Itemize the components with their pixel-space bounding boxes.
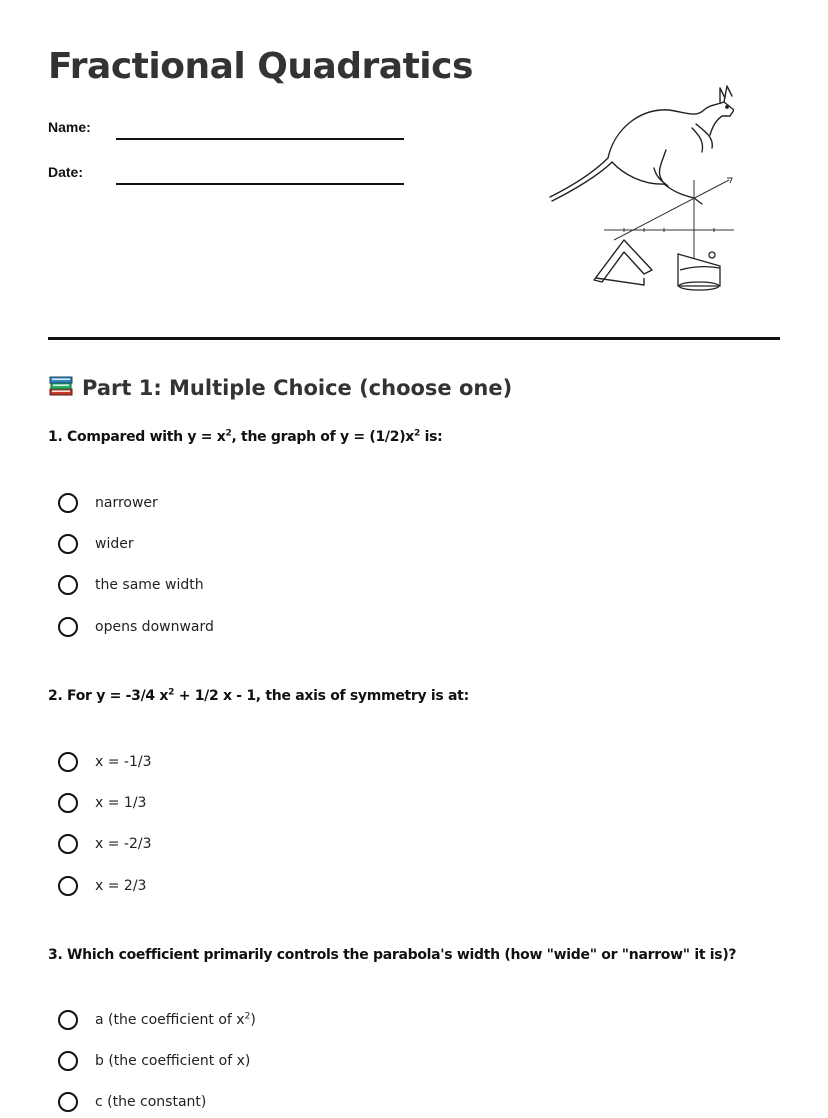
part1-heading xyxy=(48,374,512,400)
radio-button[interactable] xyxy=(58,1010,78,1030)
worksheet-title: Fractional Quadratics xyxy=(48,46,473,87)
cake-slice-icon xyxy=(678,252,720,290)
radio-button[interactable] xyxy=(58,617,78,637)
radio-button[interactable] xyxy=(58,793,78,813)
boomerang-icon xyxy=(594,240,652,285)
question-3 xyxy=(48,947,780,963)
q3-option-b[interactable]: b (the coefficient of x) xyxy=(58,1051,458,1077)
radio-button[interactable] xyxy=(58,752,78,772)
name-field[interactable] xyxy=(116,138,404,140)
q1-option-wider[interactable]: wider xyxy=(58,534,458,560)
date-label: Date: xyxy=(48,164,84,180)
question-1 xyxy=(48,429,780,445)
radio-button[interactable] xyxy=(58,834,78,854)
q2-option-two-thirds[interactable]: x = 2/3 xyxy=(58,876,458,902)
question-3-text: 3. Which coefficient primarily controls the parabola's width (how "wide" or "narrow" it is)? xyxy=(48,947,737,963)
q1-option-same-width[interactable]: the same width xyxy=(58,575,458,601)
part1-heading-text: Part 1: Multiple Choice (choose one) xyxy=(82,376,513,400)
coordinate-axes-icon xyxy=(604,178,734,258)
q1-option-opens-downward[interactable]: opens downward xyxy=(58,617,458,643)
radio-button[interactable] xyxy=(58,876,78,896)
date-field-row xyxy=(48,159,408,189)
name-label: Name: xyxy=(48,119,91,135)
q1-option-narrower[interactable]: narrower xyxy=(58,493,458,519)
question-1-text: 1. Compared with $y = x^2$, the graph of $y = (1/2)x^2$ is: xyxy=(48,428,443,445)
q3-option-c[interactable]: c (the constant) xyxy=(58,1092,458,1118)
q2-option-neg-one-third[interactable]: x = -1/3 xyxy=(58,752,458,778)
date-field[interactable] xyxy=(116,183,404,185)
q2-option-one-third[interactable]: x = 1/3 xyxy=(58,793,458,819)
kangaroo-icon xyxy=(550,86,734,204)
section-divider xyxy=(48,337,780,340)
radio-button[interactable] xyxy=(58,575,78,595)
question-2-text: 2. For y = -3/4 $x^2 + 1/2$ x - 1, the axis of symmetry is at: xyxy=(48,687,469,704)
q3-option-a[interactable]: a (the coefficient of $x^2$) xyxy=(58,1010,458,1036)
radio-button[interactable] xyxy=(58,1092,78,1112)
name-field-row xyxy=(48,114,408,144)
q2-option-neg-two-thirds[interactable]: x = -2/3 xyxy=(58,834,458,860)
worksheet-illustration xyxy=(544,80,734,300)
radio-button[interactable] xyxy=(58,1051,78,1071)
question-2 xyxy=(48,688,780,704)
radio-button[interactable] xyxy=(58,534,78,554)
radio-button[interactable] xyxy=(58,493,78,513)
books-icon xyxy=(48,374,74,398)
